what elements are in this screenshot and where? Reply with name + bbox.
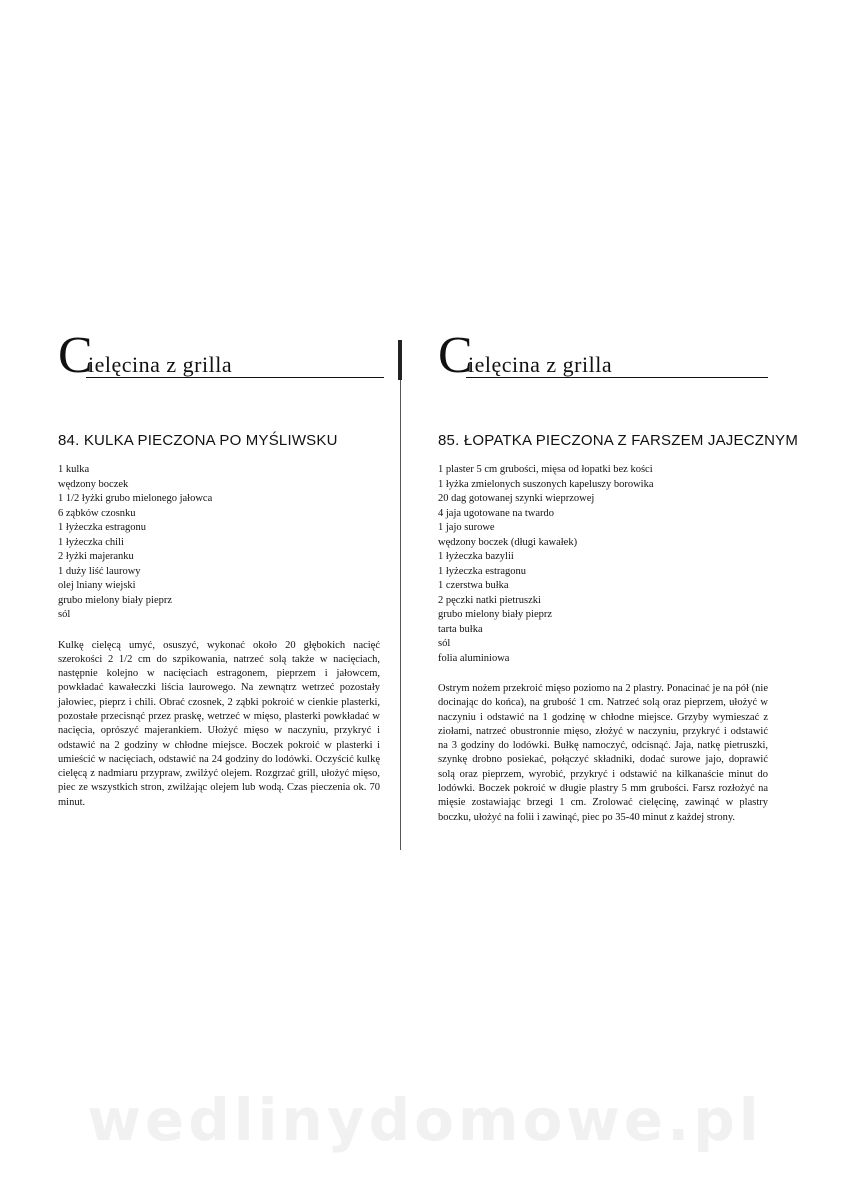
ingredient-item: 1 plaster 5 cm grubości, mięsa od łopatki bez kości	[438, 464, 653, 475]
watermark: wedlinydomowe.pl	[87, 1086, 763, 1154]
right-page	[438, 327, 799, 825]
header-text: ielęcina z grilla	[468, 352, 613, 377]
ingredient-list	[438, 463, 768, 666]
page-divider	[400, 340, 401, 850]
ingredient-item: 4 jaja ugotowane na twardo	[438, 507, 555, 519]
ingredient-item: wędzony boczek (długi kawałek)	[438, 536, 578, 548]
header-rule	[86, 377, 384, 378]
recipe-instructions: Ostrym nożem przekroić mięso poziomo na 2 plastry. Ponacinać je na pół (nie docinając do końca), na grubość 1 cm. Natrzeć solą oraz pieprzem, ułożyć w naczyniu i odstawić na 1 godzinę w chłodne miejsce. Grzyby wymieszać z ziołami, natrzeć obustronnie mięso, złożyć w naczyniu, przykryć i odstawić na 3 godziny do lodówki. Bułkę namoczyć, odcisnąć. Jaja, natkę pietruszki, szynkę drobno posiekać, połączyć składniki, dodać surowe jajo, doprawić solą oraz pieprzem, wyrobić, przykryć i odstawić na kilkanaście minut do lodówki. Boczek pokroić w długie plastry 5 mm grubości. Farsz rozłożyć na mięsie zostawiając brzegi 1 cm. Zrolować cielęcinę, zawinąć w plastry boczku, ułożyć na folii i zawinąć, piec po 35-40 minut z każdej strony.	[438, 683, 768, 823]
ingredient-item: 1 kulka	[58, 464, 90, 475]
ingredient-item: 20 dag gotowanej szynki wieprzowej	[438, 493, 595, 504]
ingredient-item: 1 czerstwa bułka	[438, 580, 509, 591]
ingredient-list	[58, 463, 380, 623]
ingredient-item: 1 jajo surowe	[438, 522, 495, 533]
ingredient-item: 1 łyżka zmielonych suszonych kapeluszy borowika	[438, 478, 654, 490]
ingredient-item: 1 łyżeczka estragonu	[438, 565, 527, 577]
recipe-title: 84. KULKA PIECZONA PO MYŚLIWSKU	[58, 432, 338, 449]
recipe-instructions: Kulkę cielęcą umyć, osuszyć, wykonać około 20 głębokich nacięć szerokości 2 1/2 cm do szpikowania, natrzeć solą także w nacięciach, następnie kolejno w nacięciach estragonem, pieprzem i jałowcem, powkładać kawałeczki liścia laurowego. Na zewnątrz wetrzeć pozostały jałowiec, pieprz i chili. Obrać czosnek, 2 ząbki pokroić w cienkie plasterki, pozostałe przecisnąć przez praskę, wetrzeć w mięso, plasterki powkładać w nacięcia, oprószyć majerankiem. Ułożyć mięso w naczyniu, przykryć i odstawić na 2 godziny w chłodne miejsce. Boczek pokroić w plasterki i umieścić w nacięciach, odstawić na 24 godziny do lodówki. Oczyścić kulkę cielęcą z nadmiaru przypraw, zwilżyć olejem. Rozgrzać grill, ułożyć mięso, piec ze wszystkich stron, zwilżając olejem lub wodą. Czas pieczenia ok. 70 minut.	[58, 639, 380, 808]
ingredient-item: 1 łyżeczka chili	[58, 536, 124, 548]
ingredient-item: wędzony boczek	[58, 478, 129, 490]
left-page	[58, 327, 380, 810]
header-initial: C	[438, 327, 473, 384]
ingredient-item: 2 pęczki natki pietruszki	[438, 594, 541, 606]
ingredient-item: grubo mielony biały pieprz	[438, 609, 553, 620]
ingredient-item: sól	[58, 609, 71, 620]
chapter-header	[58, 327, 380, 384]
ingredient-item: sól	[438, 638, 451, 649]
ingredient-item: grubo mielony biały pieprz	[58, 594, 173, 606]
chapter-header	[438, 327, 768, 384]
ingredient-item: 1 łyżeczka estragonu	[58, 522, 147, 533]
ingredient-item: tarta bułka	[438, 623, 483, 635]
ingredient-item: 1 1/2 łyżki grubo mielonego jałowca	[58, 493, 213, 504]
header-text: ielęcina z grilla	[88, 352, 233, 377]
ingredient-item: folia aluminiowa	[438, 652, 510, 664]
divider-mark	[398, 340, 402, 380]
ingredient-item: 6 ząbków czosnku	[58, 507, 136, 519]
ingredient-item: 1 duży liść laurowy	[58, 565, 141, 577]
recipe-title: 85. ŁOPATKA PIECZONA Z FARSZEM JAJECZNYM	[438, 432, 799, 449]
ingredient-item: olej lniany wiejski	[58, 580, 136, 591]
ingredient-item: 1 łyżeczka bazylii	[438, 551, 514, 562]
header-initial: C	[58, 327, 93, 384]
header-rule	[466, 377, 768, 378]
ingredient-item: 2 łyżki majeranku	[58, 551, 134, 562]
